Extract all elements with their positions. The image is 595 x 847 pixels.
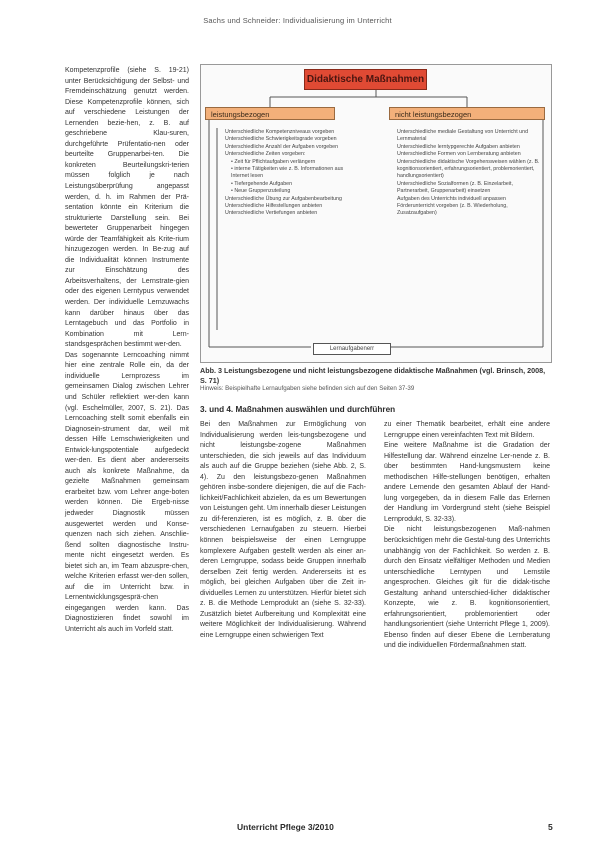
list-item: Unterschiedliche Anzahl der Aufgaben vorgeben	[225, 143, 339, 150]
didactic-measures-figure	[200, 64, 552, 363]
mid-paragraph-1: Bei den Maßnahmen zur Ermöglichung von Individualisierung werden leis-tungsbezogene und nicht leistungsbe-zogene Maßnahmen unterschieden, die sich jeweils auf das Individuum als auch auf die Gruppe beziehen (siehe Abb. 2, S. 4). Zu den leistungsbezo-genen Maßnahmen gehören insbe-sondere diejenigen, die auf die Fach-lichkeit/Fachlichkeit abzielen, da es um Bewertungen von Leistungen geht. Um innerhalb dieser Leistungen zu dif-ferenzieren, ist es möglich, z. B. über die verschiedenen Lernaufgaben zu steuern. Hierbei können beispielsweise der einen Lerngruppe komplexere Aufgaben gestellt werden als einer an-deren Lerngruppe, sodass beide Gruppen innerhalb derselben Zeit fertig werden. Andererseits ist es möglich, bei gleichen Aufgaben über die Zeit in-dividuelles Lernen zu unterstützen. Hierfür bietet sich z. B. die Methode Lernprodukt an (siehe S. 32-33). Zusätzlich bietet Aufbereitung und Komplexität eine weitere Möglichkeit der Individualisierung. Während eine Lerngruppe einen schwierigen Text	[200, 421, 366, 639]
list-item: Unterschiedliche didaktische Vorgehensweisen wählen (z. B. kognitionsorientiert, erfahrungsorientiert, problemorientiert, handlungsorientiert)	[397, 158, 540, 180]
list-item: Unterschiedliche Schwierigkeitsgrade vorgeben	[225, 136, 337, 143]
figure-bottom-box: Lernaufgabenerr	[313, 343, 391, 355]
figure-title: Didaktische Maßnahmen	[304, 69, 427, 90]
figure-caption: Abb. 3 Leistungsbezogene und nicht leistungsbezogene didaktische Maßnahmen (vgl. Brinsch, 2008, S. 71)	[200, 366, 546, 385]
non-performance-measures-list	[397, 129, 545, 218]
list-item: Unterschiedliche Kompetenzniveaus vorgeben	[225, 129, 335, 135]
right-paragraph-1: zu einer Thematik bearbeitet, erhält eine andere Lerngruppe einen vereinfachten Text mit Bildern.	[384, 421, 550, 439]
list-item: • interne Tätigkeiten wie z. B. Informationen aus Internet lesen	[231, 166, 344, 180]
list-item: • Tiefergehende Aufgaben	[231, 180, 293, 187]
figure-caption-note: Hinweis: Beispielhafte Lernaufgaben siehe befinden sich auf den Seiten 37-39	[200, 385, 415, 392]
list-item: Unterschiedliche Vertiefungen anbieten	[225, 210, 318, 217]
right-paragraph-3: Die nicht leistungsbezogenen Maß-nahmen berücksichtigen mehr die Gestal-tung des Unterrichts unabhängig von der Fachlichkeit. So werden z. B. durch den Einsatz vielfältiger Methoden und Medien unterschiedliche Lerntypen und Lernstile angesprochen. Gleiches gilt für die didak-tische Gestaltung anhand unterschied-licher didaktischer Konzepte, wie z. B. kognitionsorientiert, erfahrungsorientiert, problemorientiert oder handlungsorientiert (siehe Unterricht Pflege 1, 2009). Ebenso finden auf dieser Ebene die Lernberatung und die individuellen Fördermaßnahmen statt.	[384, 526, 550, 650]
left-paragraph-2: Das sogenannte Lerncoaching nimmt hier eine zentrale Rolle ein, da der individuelle Lernprozess im gemeinsamen Dialog zwischen Lehrer und Schüler reflektiert wer-den kann (vgl. Eschelmüller, 2007, S. 21). Das Lerncoaching stellt somit ebenfalls ein Diagnosein-strument dar, weil mit dessen Hilfe Lernschwierigkeiten und Entwick-lungspotentiale aufgedeckt wer-den. Es dient aber andererseits auch als konkrete Maßnahme, da gezielte Maßnahmen gemeinsam erarbeitet bzw. vom Lehrer ange-boten werden können. Die Ergeb-nisse jedweder Diagnostik müssen ausgewertet werden und Konse-quenzen nach sich ziehen. Anschlie-ßend sollten diagnostische Instru-mente nicht eingesetzt werden. Es bietet sich an, im Team abzuspre-chen, welche Kriterien erfasst wer-den sollen, auf die im Unterricht bzw. in Lernentwicklungsgesprä-chen eingegangen werden kann. Das Diagnostizieren findet sowohl im Unterricht als auch im Vorfeld statt.	[65, 351, 189, 633]
list-item: Förderunterricht vorgeben (z. B. Wiederholung, Zusatzaufgaben)	[397, 203, 508, 217]
right-paragraph-2: Eine weitere Maßnahme ist die Gradation der Hilfestellung dar. Während einzelne Ler-nende z. B. über bestimmten Hand-lungsmustern keine methodischen Hilfe-stellungen benötigen, erhalten andere Lernende den gesamten Ablauf der Hand-lung vorgegeben, da in diesem Falle das Erlernen der Handlung im Vordergrund steht (siehe Beispiel Lernprodukt, S. 32-33).	[384, 442, 550, 523]
list-item: • Neue Gruppenzuteilung	[231, 188, 291, 195]
list-item: Unterschiedliche Zeiten vorgeben:	[225, 151, 306, 158]
right-column	[384, 420, 550, 652]
list-item: Unterschiedliche Sozialformen (z. B. Einzelarbeit, Partnerarbeit, Gruppenarbeit) einsetzen	[397, 180, 513, 195]
list-item: Unterschiedliche Hilfestellungen anbieten	[225, 203, 323, 210]
left-paragraph-1: Kompetenzprofile (siehe S. 19-21) unter Berücksichtigung der Selbst- und Fremdeinschätzung genutzt werden. Diese Kompetenzprofile können, sich auf verschiedene Leistungen der Lernenden bezie-hen, z. B. auf geschriebene Klau-suren, durchgeführte Prüfentatio-nen oder beurteilte Gruppenarbei-ten. Die konkreten Beurteilungskri-terien müssen folglich je nach Leistungsüberprüfung angepasst werden, d. h. im Rahmen der Prä-sentation könnte ein Kriterium die strukturierte Darstellung sein. Bei bewerteter Gruppenarbeit hingegen würde der Teamfähigkeit als Krite-rium hinzugezogen werden. In Be-zug auf die Individualität können Instrumente zur Einschätzung des Arbeitsverhaltens, der Lernstrate-gien oder des eigenen Lerntypus verwendet werden. Der individuelle Lernzuwachs kann darüber hinaus über das Lerntagebuch und das Portfolio in Kombination mit Lern-standsgesprächen bestimmt wer-den.	[65, 67, 189, 349]
list-item: Aufgaben des Unterrichts individuell anpassen	[397, 195, 506, 202]
list-item: Unterschiedliche mediale Gestaltung von Unterricht und Lernmaterial	[397, 129, 529, 143]
list-item: • Zeit für Pflichtaufgaben verlängern	[231, 158, 316, 165]
running-header: Sachs und Schneider: Individualisierung im Unterricht	[203, 16, 392, 25]
section-heading: 3. und 4. Maßnahmen auswählen und durchführen	[200, 405, 396, 414]
list-item: Unterschiedliche Übung zur Aufgabenbearbeitung	[225, 195, 342, 202]
category-performance-related: leistungsbezogen	[205, 107, 335, 120]
footer-page-number: 5	[548, 822, 553, 832]
category-not-performance-related: nicht leistungsbezogen	[389, 107, 545, 120]
list-item: Unterschiedliche Formen von Lernberatung anbieten	[397, 151, 521, 158]
footer-journal: Unterricht Pflege 3/2010	[237, 822, 334, 832]
list-item: Unterschiedliche lerntypgerechte Aufgaben anbieten	[397, 143, 520, 150]
left-column	[65, 66, 189, 636]
middle-column	[200, 420, 366, 641]
performance-measures-list	[225, 129, 347, 218]
